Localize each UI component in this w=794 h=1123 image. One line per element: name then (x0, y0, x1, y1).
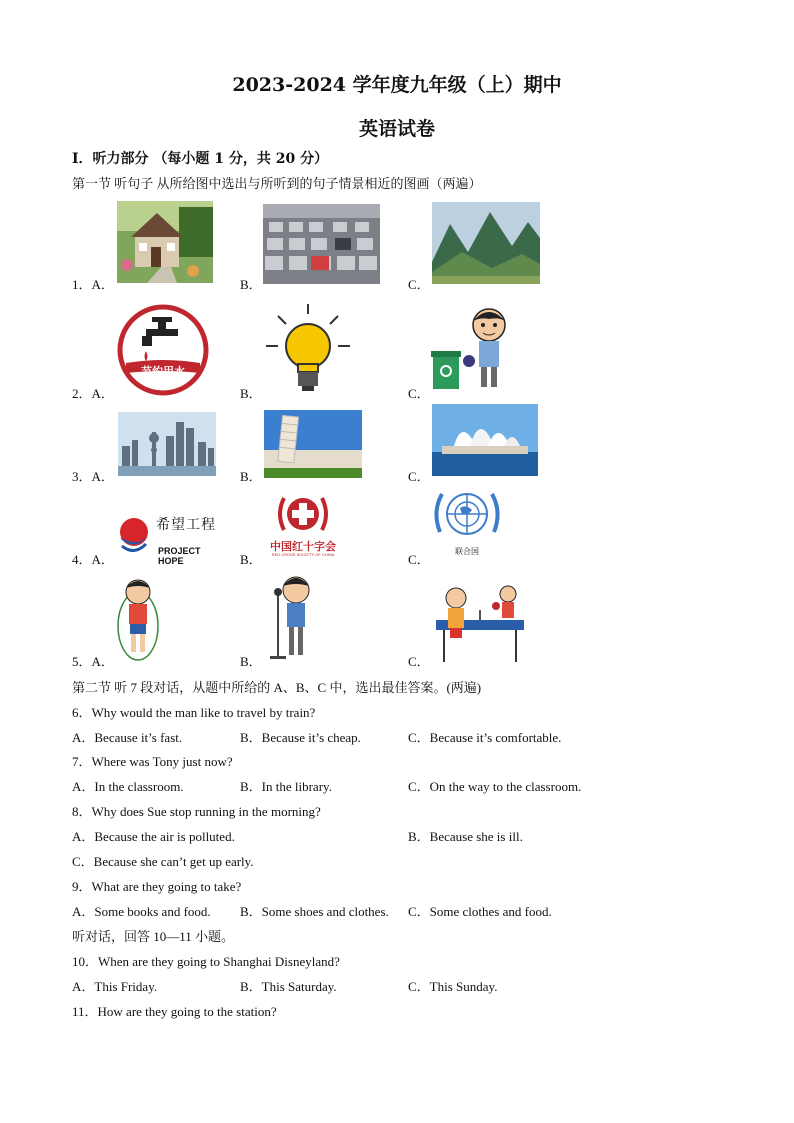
q9-text: 9．What are they going to take? (72, 879, 242, 894)
shanghai-skyline-image[interactable] (118, 412, 216, 476)
section1-instruction: 第一节 听句子 从所给图中选出与所听到的句子情景相近的图画（两遍） (72, 176, 482, 191)
q6-option-c[interactable]: C．Because it’s comfortable. (408, 730, 562, 745)
q1-a-label: 1．A． (72, 277, 114, 292)
q1-b-label: B． (240, 277, 262, 292)
exam-title: 2023-2024 学年度九年级（上）期中 (232, 74, 562, 96)
q10-text: 10．When are they going to Shanghai Disneyland? (72, 954, 340, 969)
q2-c-label: C． (408, 386, 430, 401)
q6-option-a[interactable]: A．Because it’s fast. (72, 730, 183, 745)
cottage-image[interactable] (117, 201, 213, 283)
q10-option-a[interactable]: A．This Friday. (72, 979, 158, 994)
mountains-image[interactable] (432, 202, 540, 284)
un-cn-text: 联合国 (455, 547, 479, 556)
q5-c-label: C． (408, 654, 430, 669)
q7-text: 7．Where was Tony just now? (72, 754, 233, 769)
project-hope-logo[interactable] (116, 512, 228, 566)
exam-subtitle: 英语试卷 (358, 118, 435, 140)
q10-option-c[interactable]: C．This Sunday. (408, 979, 498, 994)
dialogue-intro: 听对话，回答 10—11 小题。 (72, 929, 235, 944)
red-cross-logo[interactable] (262, 490, 344, 560)
ping-pong-image[interactable] (432, 580, 530, 664)
traffic-jam-image[interactable] (263, 204, 380, 284)
q4-a-label: 4．A． (72, 552, 114, 567)
save-water-sign[interactable] (116, 303, 210, 397)
leaning-tower-image[interactable] (264, 410, 362, 478)
q4-b-label: B． (240, 552, 262, 567)
q9-option-a[interactable]: A．Some books and food. (72, 904, 211, 919)
q8-option-b[interactable]: B．Because she is ill. (408, 829, 523, 844)
q7-option-a[interactable]: A．In the classroom. (72, 779, 184, 794)
boy-jumping-rope-image[interactable] (116, 576, 160, 662)
q1-c-label: C． (408, 277, 430, 292)
q8-text: 8．Why does Sue stop running in the morning? (72, 804, 321, 819)
save-water-text: 节约用水 (141, 365, 185, 378)
light-bulb-icon[interactable] (264, 302, 352, 394)
q8-option-c[interactable]: C．Because she can’t get up early. (72, 854, 254, 869)
q5-a-label: 5．A． (72, 654, 114, 669)
united-nations-logo[interactable] (430, 486, 504, 558)
red-cross-cn-text: 中国红十字会 (270, 540, 336, 553)
q8-option-a[interactable]: A．Because the air is polluted. (72, 829, 235, 844)
red-cross-en-text: RED CROSS SOCIETY OF CHINA (271, 552, 335, 557)
project-hope-cn-text: 希望工程 (156, 517, 216, 533)
q9-option-b[interactable]: B．Some shoes and clothes. (240, 904, 389, 919)
q6-text: 6．Why would the man like to travel by train? (72, 705, 316, 720)
q3-a-label: 3．A． (72, 469, 114, 484)
q9-option-c[interactable]: C．Some clothes and food. (408, 904, 552, 919)
q3-b-label: B． (240, 469, 262, 484)
listening-section-heading: Ⅰ．听力部分 （每小题 1 分，共 20 分） (72, 151, 329, 167)
q10-option-b[interactable]: B．This Saturday. (240, 979, 337, 994)
boy-recycling-image[interactable] (431, 305, 513, 393)
boy-singing-image[interactable] (264, 572, 316, 662)
sydney-opera-house-image[interactable] (432, 404, 538, 476)
q5-b-label: B． (240, 654, 262, 669)
q2-b-label: B． (240, 386, 262, 401)
project-hope-en-text: PROJECT HOPE (158, 546, 201, 566)
q3-c-label: C． (408, 469, 430, 484)
q7-option-c[interactable]: C．On the way to the classroom. (408, 779, 582, 794)
q6-option-b[interactable]: B．Because it’s cheap. (240, 730, 361, 745)
q11-text: 11．How are they going to the station? (72, 1004, 277, 1019)
q2-a-label: 2．A． (72, 386, 114, 401)
q7-option-b[interactable]: B．In the library. (240, 779, 332, 794)
section2-instruction: 第二节 听 7 段对话，从题中所给的 A、B、C 中，选出最佳答案。(两遍) (72, 680, 482, 695)
q4-c-label: C． (408, 552, 430, 567)
